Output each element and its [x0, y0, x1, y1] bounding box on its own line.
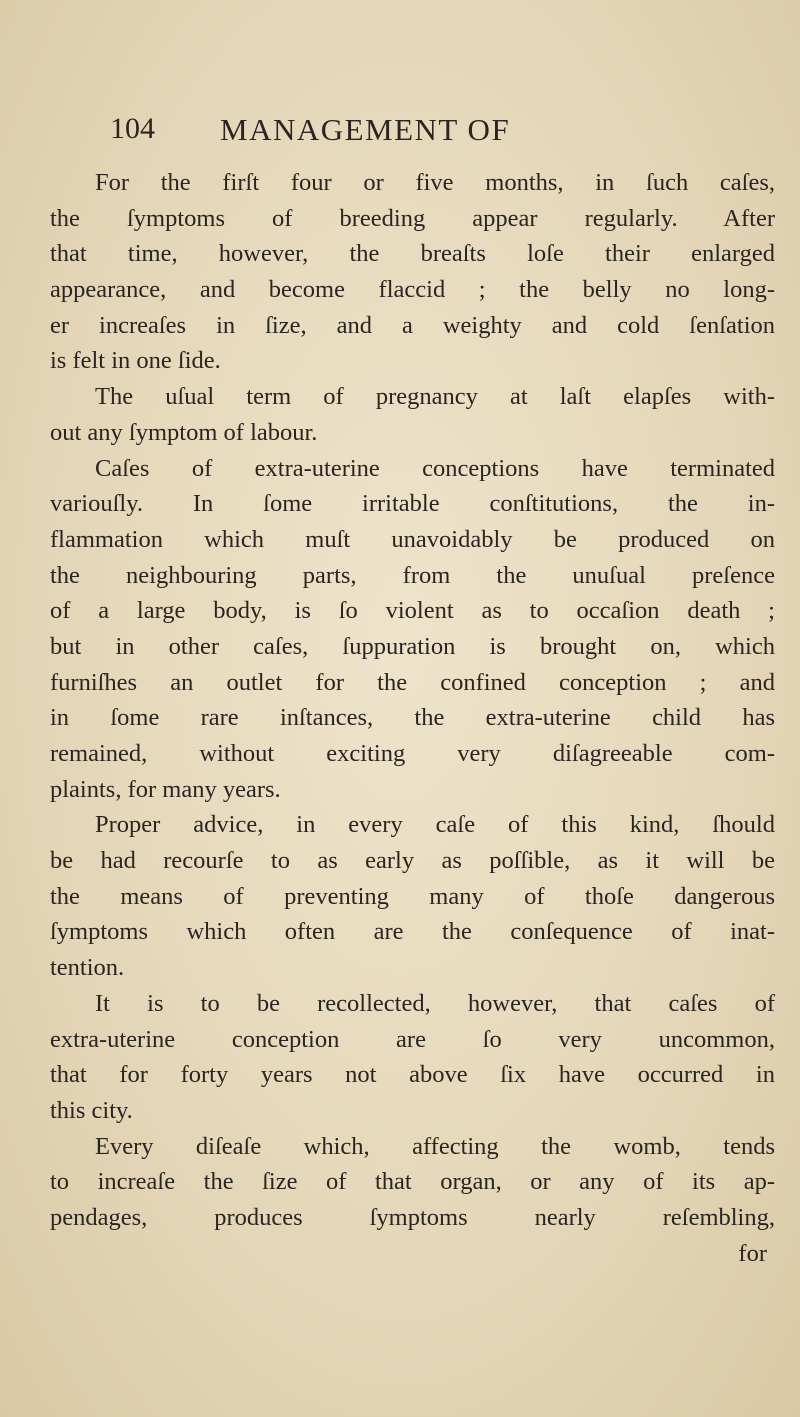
text-line: flammation which muſt unavoidably be produced on [50, 525, 775, 553]
text-line: The uſual term of pregnancy at laſt elapſes with- [95, 383, 775, 411]
text-line: extra-uterine conception are ſo very uncommon, [50, 1025, 775, 1053]
text-line: to increaſe the ſize of that organ, or any of its ap- [50, 1168, 775, 1196]
catchword: for [738, 1239, 767, 1267]
text-line: that time, however, the breaſts loſe their enlarged [50, 240, 775, 268]
text-line: the neighbouring parts, from the unuſual preſence [50, 561, 775, 589]
text-line: appearance, and become flaccid ; the belly no long- [50, 276, 775, 304]
text-line: pendages, produces ſymptoms nearly reſembling, [50, 1203, 775, 1231]
text-line: is felt in one ſide. [50, 347, 221, 375]
text-line: plaints, for many years. [50, 775, 281, 803]
text-line: remained, without exciting very diſagreeable com- [50, 740, 775, 767]
text-line: furniſhes an outlet for the confined conception ; and [50, 668, 775, 696]
running-head: MANAGEMENT OF [220, 112, 511, 147]
text-line: the ſymptoms of breeding appear regularly. After [50, 204, 775, 232]
page-header [110, 112, 750, 156]
text-line: that for forty years not above ſix have occurred in [50, 1061, 775, 1089]
text-line: er increaſes in ſize, and a weighty and cold ſenſation [50, 311, 775, 339]
text-line: out any ſymptom of labour. [50, 418, 318, 446]
text-line: ſymptoms which often are the conſequence of inat- [50, 918, 775, 946]
text-line: For the firſt four or five months, in ſuch caſes, [95, 169, 775, 196]
text-line: in ſome rare inſtances, the extra-uterine child has [50, 704, 775, 732]
text-line: but in other caſes, ſuppuration is brought on, which [50, 632, 775, 660]
catchword-line [50, 1236, 775, 1272]
text-line: the means of preventing many of thoſe dangerous [50, 882, 775, 910]
text-line: variouſly. In ſome irritable conſtitutions, the in- [50, 490, 775, 518]
text-line: Proper advice, in every caſe of this kind, ſhould [95, 811, 775, 839]
text-line: this city. [50, 1096, 133, 1124]
text-line: be had recourſe to as early as poſſible, as it will be [50, 847, 775, 875]
text-line: Every diſeaſe which, affecting the womb, tends [95, 1132, 775, 1160]
page-number: 104 [110, 112, 155, 145]
text-line: Caſes of extra-uterine conceptions have terminated [95, 454, 775, 482]
text-line: It is to be recollected, however, that caſes of [95, 989, 775, 1017]
body-text [50, 165, 775, 1271]
text-line: of a large body, is ſo violent as to occaſion death ; [50, 597, 775, 625]
text-line: tention. [50, 954, 125, 982]
